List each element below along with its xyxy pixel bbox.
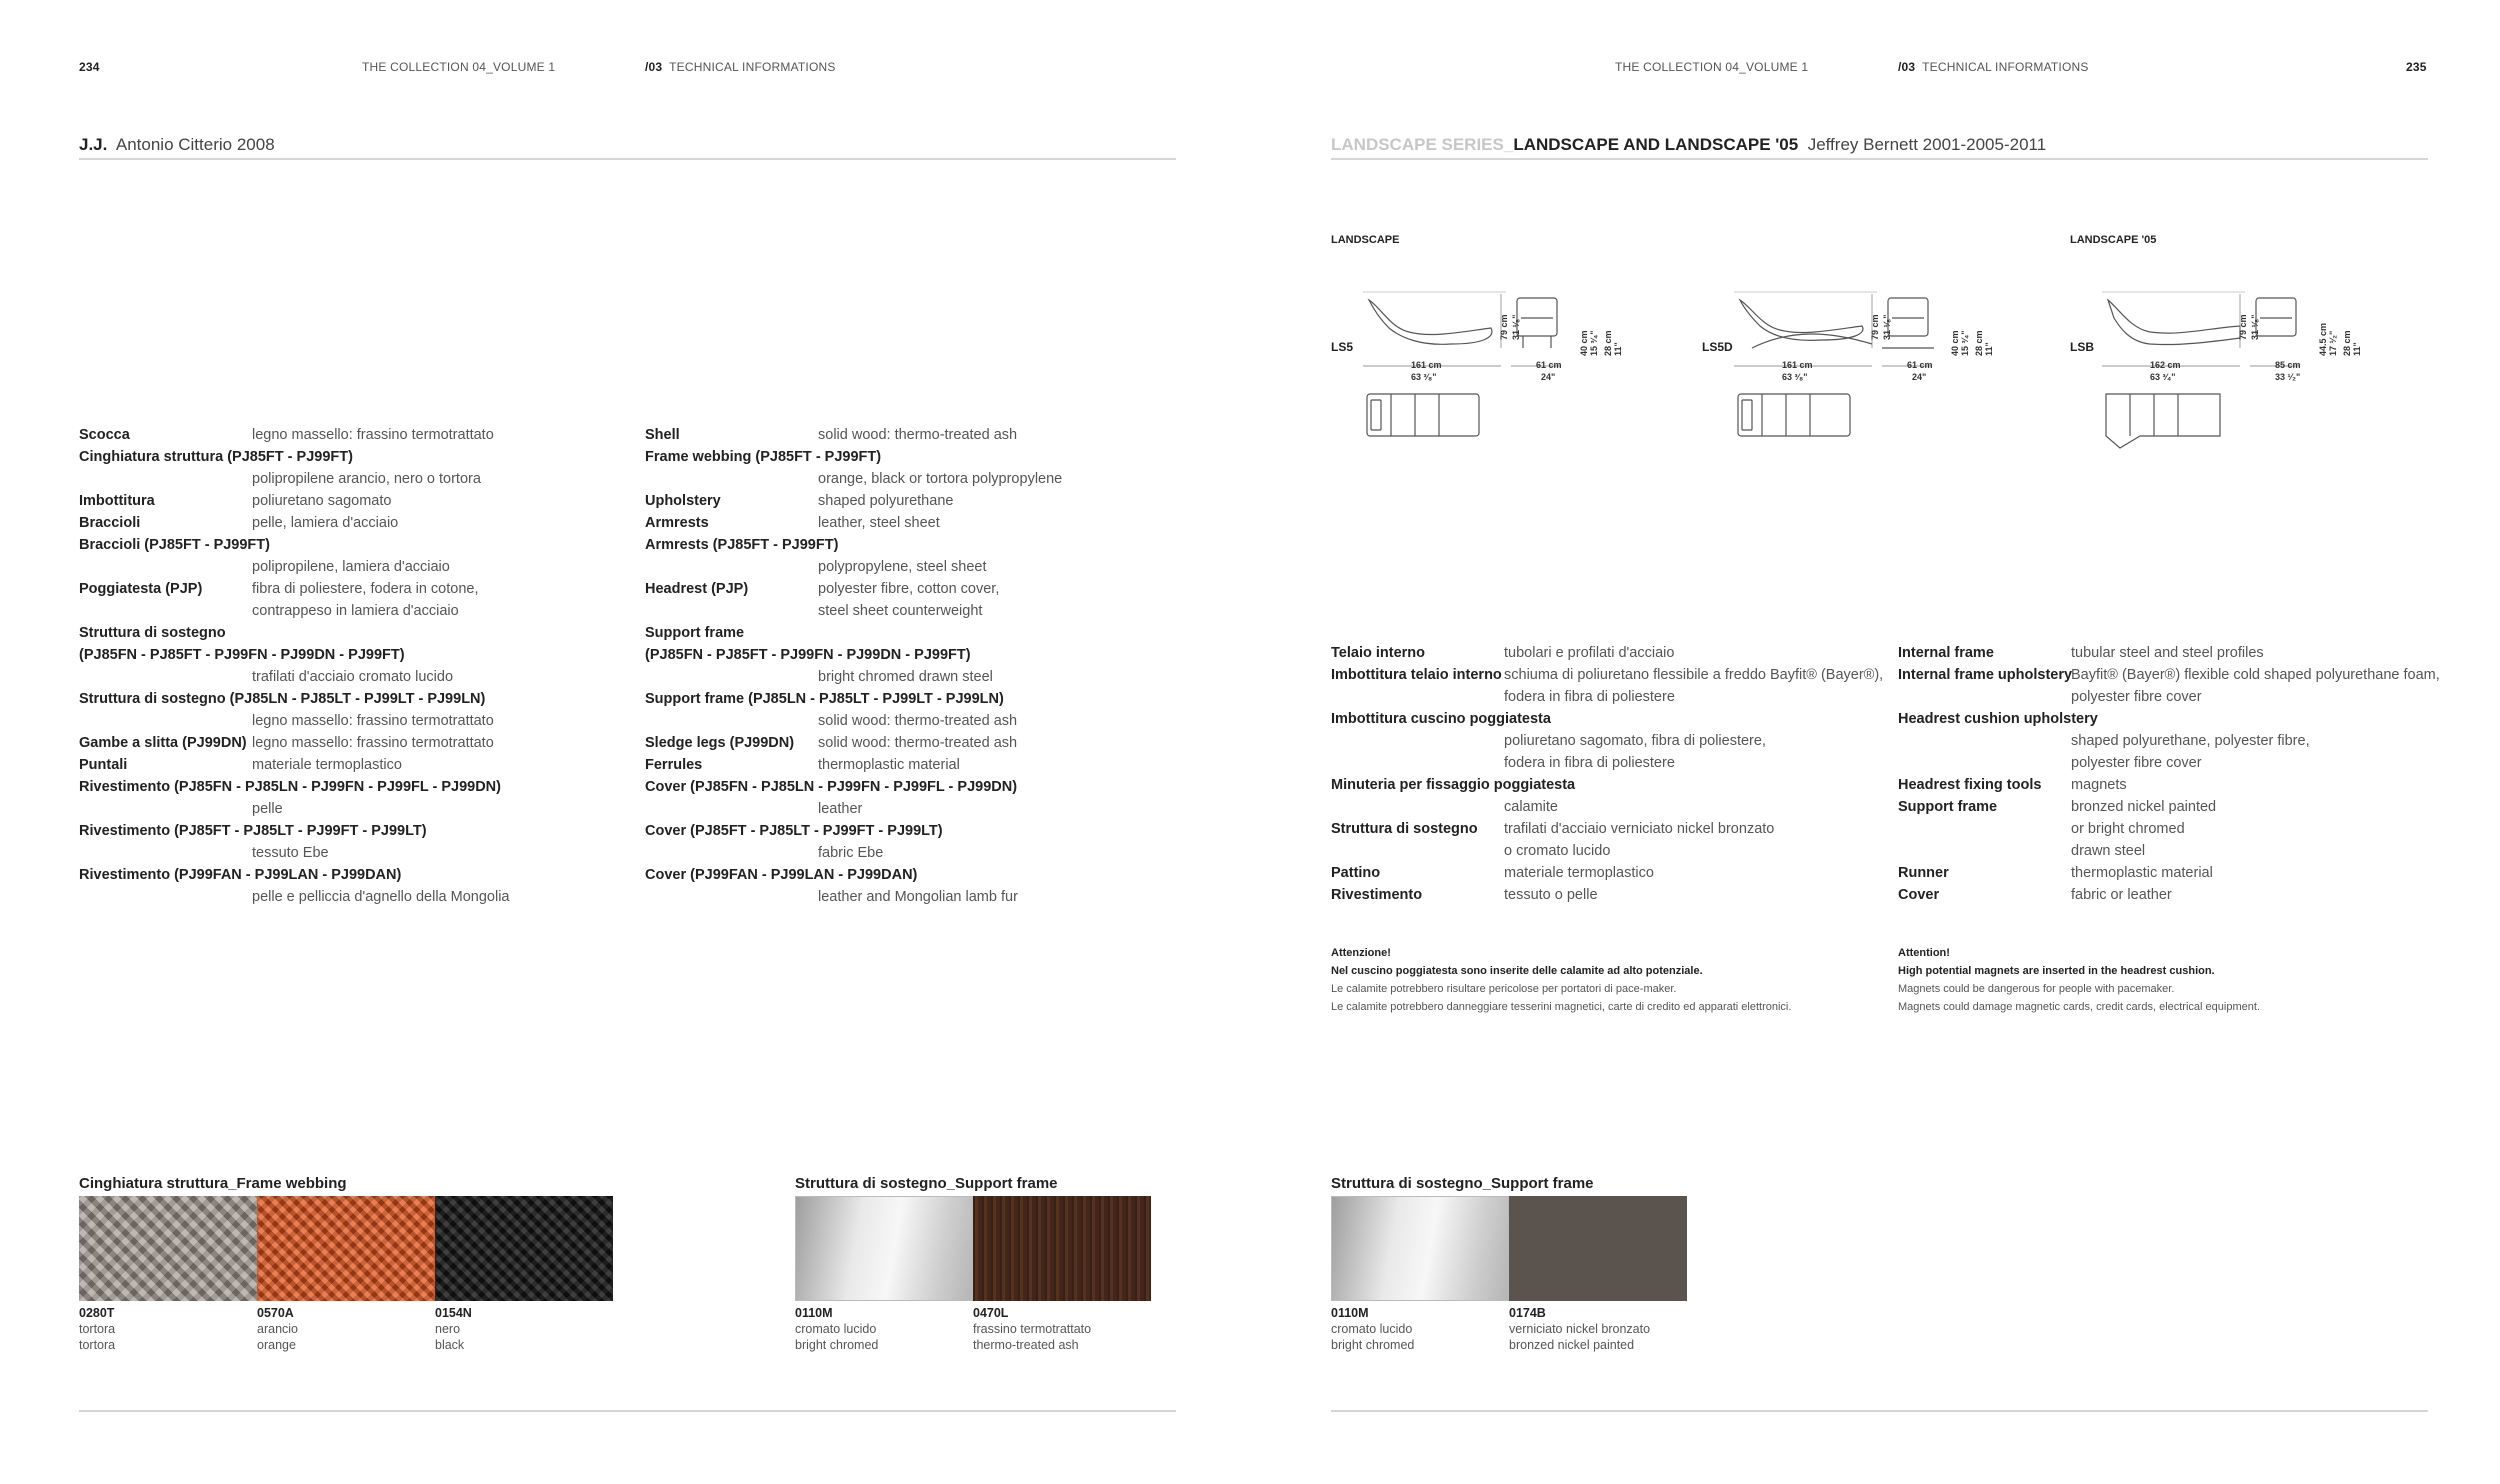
spec-label: Support frame: [645, 625, 745, 641]
spec-value: thermoplastic material: [818, 757, 960, 773]
spec-label: Imbottitura: [79, 493, 155, 509]
dim-width: 85 cm: [2275, 360, 2301, 370]
spec-value: leather: [818, 801, 863, 817]
spec-value: steel sheet counterweight: [818, 603, 983, 619]
spec-row: [645, 820, 1205, 842]
dim-height: 79 cm: [1499, 314, 1509, 340]
spec-label: Cover (PJ99FAN - PJ99LAN - PJ99DAN): [645, 867, 918, 883]
spec-row: [1898, 840, 2438, 862]
model-group-landscape: LANDSCAPE: [1331, 234, 1400, 246]
spec-label: (PJ85FN - PJ85FT - PJ99FN - PJ99DN - PJ99FT): [79, 647, 405, 663]
spec-row: [79, 842, 639, 864]
spec-value: o cromato lucido: [1504, 843, 1611, 859]
spec-row: [645, 864, 1205, 886]
spec-row: [645, 644, 1205, 666]
right-page-number: 235: [2406, 60, 2427, 74]
spec-row: [645, 688, 1205, 710]
spec-row: [79, 886, 639, 908]
spec-row: [645, 886, 1205, 908]
spec-value: materiale termoplastico: [1504, 865, 1654, 881]
spec-value: polipropilene arancio, nero o tortora: [252, 471, 481, 487]
spec-value: legno massello: frassino termotrattato: [252, 427, 494, 443]
spec-value: solid wood: thermo-treated ash: [818, 427, 1018, 443]
left-page-number: 234: [79, 60, 100, 74]
spec-row: [79, 600, 639, 622]
spec-label: Sledge legs (PJ99DN): [645, 735, 795, 751]
dim-length-in: 63 ³⁄₈": [1411, 372, 1437, 382]
spec-row: [79, 512, 639, 534]
spec-label: Frame webbing (PJ85FT - PJ99FT): [645, 449, 882, 465]
spec-row: [1898, 796, 2438, 818]
swatch-caption: 0280T tortora tortora: [79, 1306, 116, 1352]
left-specs-english: [645, 424, 1205, 908]
spec-value: trafilati d'acciaio verniciato nickel bronzato: [1504, 821, 1775, 837]
dim-length-in: 63 ³⁄₄": [2150, 372, 2176, 382]
spec-value: polyester fibre cover: [2071, 689, 2202, 705]
spec-row: [79, 820, 639, 842]
spec-row: [645, 424, 1205, 446]
spec-row: [1898, 752, 2438, 774]
spec-value: polyester fibre, cotton cover,: [818, 581, 1000, 597]
spec-label: Braccioli: [79, 515, 141, 531]
spec-label: Cinghiatura struttura (PJ85FT - PJ99FT): [79, 449, 353, 465]
spec-label: Pattino: [1331, 865, 1381, 881]
model-code: LS5D: [1702, 340, 1733, 354]
spec-row: [79, 644, 639, 666]
spec-value: bronzed nickel painted: [2071, 799, 2217, 815]
dim-seat-height: 40 cm: [1950, 330, 1960, 356]
left-footer-divider: [79, 1410, 1176, 1412]
dim-arm-height: 28 cm: [1603, 330, 1613, 356]
dim-length: 161 cm: [1782, 360, 1813, 370]
spec-value: trafilati d'acciaio cromato lucido: [252, 669, 454, 685]
spec-value: pelle, lamiera d'acciaio: [252, 515, 399, 531]
spec-label: Gambe a slitta (PJ99DN): [79, 735, 247, 751]
spec-value: tessuto Ebe: [252, 845, 329, 861]
spec-label: Cover (PJ85FT - PJ85LT - PJ99FT - PJ99LT): [645, 823, 943, 839]
spec-row: [645, 666, 1205, 688]
frame-webbing-swatch-title: Cinghiatura struttura_Frame webbing: [79, 1175, 347, 1192]
spec-label: Upholstery: [645, 493, 721, 509]
spec-row: [1331, 686, 1891, 708]
spec-row: [1898, 774, 2438, 796]
spec-row: [645, 732, 1205, 754]
spec-row: [645, 798, 1205, 820]
spec-row: [1898, 730, 2438, 752]
spec-label: Struttura di sostegno: [79, 625, 226, 641]
spec-value: shaped polyurethane, polyester fibre,: [2071, 733, 2310, 749]
spec-label: Support frame (PJ85LN - PJ85LT - PJ99LT - PJ99LN): [645, 691, 1004, 707]
spec-value: poliuretano sagomato: [252, 493, 392, 509]
spec-row: [645, 622, 1205, 644]
spec-label: Imbottitura telaio interno: [1331, 667, 1502, 683]
spec-value: leather and Mongolian lamb fur: [818, 889, 1018, 905]
dim-length-in: 63 ³⁄₈": [1782, 372, 1808, 382]
spec-label: Rivestimento (PJ99FAN - PJ99LAN - PJ99DAN): [79, 867, 402, 883]
model-code: LSB: [2070, 340, 2094, 354]
spec-row: [1331, 774, 1891, 796]
spec-row: [79, 424, 639, 446]
spec-row: [645, 600, 1205, 622]
right-section-label: /03 TECHNICAL INFORMATIONS: [1898, 60, 2089, 74]
spec-row: [1898, 708, 2438, 730]
spec-value: shaped polyurethane: [818, 493, 954, 509]
left-title-divider: [79, 158, 1176, 160]
left-product-title: J.J. Antonio Citterio 2008: [79, 135, 275, 154]
spec-label: (PJ85FN - PJ85FT - PJ99FN - PJ99DN - PJ99FT): [645, 647, 971, 663]
spec-row: [1331, 708, 1891, 730]
spec-row: [1331, 730, 1891, 752]
spec-value: polypropylene, steel sheet: [818, 559, 987, 575]
model-group-landscape-05: LANDSCAPE '05: [2070, 234, 2157, 246]
warning-note-english: Attention! High potential magnets are inserted in the headrest cushion. Magnets could be dangerous for people with pacemaker. Magnets could damage magnetic cards, credit cards, electrical equipment.: [1898, 947, 2260, 1013]
spec-value: fodera in fibra di poliestere: [1504, 689, 1675, 705]
spec-row: [1331, 752, 1891, 774]
dim-seat-height-in: 15 ³⁄₄": [1960, 330, 1970, 356]
warning-note-italian: Attenzione! Nel cuscino poggiatesta sono inserite delle calamite ad alto potenziale. Le calamite potrebbero risultare pericolose per portatori di pace-maker. Le calamite potrebbero danneggiare tesserini magnetici, carte di credito ed apparati elettronici.: [1331, 947, 1792, 1013]
spec-value: polipropilene, lamiera d'acciaio: [252, 559, 450, 575]
spec-value: solid wood: thermo-treated ash: [818, 735, 1018, 751]
spec-value: materiale termoplastico: [252, 757, 402, 773]
spec-row: [1331, 862, 1891, 884]
spec-label: Armrests: [645, 515, 709, 531]
spec-value: contrappeso in lamiera d'acciaio: [252, 603, 459, 619]
spec-value: legno massello: frassino termotrattato: [252, 713, 494, 729]
dim-arm-height-in: 11": [2352, 342, 2362, 356]
spec-row: [1898, 686, 2438, 708]
dim-seat-height: 44.5 cm: [2318, 322, 2328, 356]
spec-value: fodera in fibra di poliestere: [1504, 755, 1675, 771]
spec-value: calamite: [1504, 799, 1558, 815]
spec-row: [1331, 796, 1891, 818]
swatch-0570a-orange[interactable]: [257, 1196, 435, 1301]
spec-row: [79, 578, 639, 600]
spec-value: polyester fibre cover: [2071, 755, 2202, 771]
spec-row: [645, 578, 1205, 600]
model-drawing-ls5: [1331, 288, 1691, 448]
model-code: LS5: [1331, 340, 1354, 354]
spec-label: Armrests (PJ85FT - PJ99FT): [645, 537, 839, 553]
spec-row: [1331, 884, 1891, 906]
spec-value: legno massello: frassino termotrattato: [252, 735, 494, 751]
spec-value: fibra di poliestere, fodera in cotone,: [252, 581, 479, 597]
dim-width: 61 cm: [1907, 360, 1933, 370]
spec-row: [645, 468, 1205, 490]
spec-label: Rivestimento (PJ85FT - PJ85LT - PJ99FT - PJ99LT): [79, 823, 427, 839]
spec-label: Shell: [645, 427, 680, 443]
spec-row: [645, 534, 1205, 556]
spec-value: tubolari e profilati d'acciaio: [1504, 645, 1675, 661]
spec-row: [645, 512, 1205, 534]
spec-label: Headrest (PJP): [645, 581, 749, 597]
dim-arm-height-in: 11": [1613, 342, 1623, 356]
spec-label: Support frame: [1898, 799, 1998, 815]
spec-label: Struttura di sostegno (PJ85LN - PJ85LT - PJ99LT - PJ99LN): [79, 691, 486, 707]
spec-row: [1331, 664, 1891, 686]
left-collection-label: THE COLLECTION 04_VOLUME 1: [362, 60, 556, 74]
spec-row: [79, 468, 639, 490]
spec-value: fabric Ebe: [818, 845, 884, 861]
spec-value: pelle e pelliccia d'agnello della Mongolia: [252, 889, 510, 905]
spec-value: tubular steel and steel profiles: [2071, 645, 2264, 661]
spec-label: Rivestimento (PJ85FN - PJ85LN - PJ99FN - PJ99FL - PJ99DN): [79, 779, 501, 795]
spec-row: [79, 710, 639, 732]
dim-height: 79 cm: [2238, 314, 2248, 340]
spec-label: Puntali: [79, 757, 128, 773]
spec-label: Struttura di sostegno: [1331, 821, 1478, 837]
model-drawing-lsb: [2070, 288, 2430, 458]
spec-label: Ferrules: [645, 757, 703, 773]
spec-label: Cover (PJ85FN - PJ85LN - PJ99FN - PJ99FL - PJ99DN): [645, 779, 1018, 795]
right-title-divider: [1331, 158, 2428, 160]
spec-row: [1898, 642, 2438, 664]
swatch-0110m-chrome[interactable]: [1331, 1196, 1509, 1301]
right-collection-label: THE COLLECTION 04_VOLUME 1: [1615, 60, 1809, 74]
swatch-0280t-tortora[interactable]: [79, 1196, 257, 1301]
spec-value: poliuretano sagomato, fibra di poliestere,: [1504, 733, 1766, 749]
dim-height-in: 31 ¹⁄₈": [2250, 314, 2260, 340]
left-support-frame-swatch-title: Struttura di sostegno_Support frame: [795, 1175, 1058, 1192]
dim-width-in: 24": [1541, 372, 1556, 382]
spec-value: pelle: [252, 801, 283, 817]
spec-row: [1898, 862, 2438, 884]
spec-value: magnets: [2071, 777, 2127, 793]
dim-length: 162 cm: [2150, 360, 2181, 370]
spec-label: Cover: [1898, 887, 1940, 903]
spec-row: [1898, 818, 2438, 840]
spec-row: [79, 622, 639, 644]
swatch-0110m-chrome[interactable]: [795, 1196, 973, 1301]
spec-label: Headrest fixing tools: [1898, 777, 2042, 793]
dim-seat-height-in: 15 ³⁄₄": [1589, 330, 1599, 356]
dim-length: 161 cm: [1411, 360, 1442, 370]
spec-label: Rivestimento: [1331, 887, 1423, 903]
spec-label: Telaio interno: [1331, 645, 1425, 661]
spec-label: Poggiatesta (PJP): [79, 581, 203, 597]
spec-value: leather, steel sheet: [818, 515, 940, 531]
spec-row: [1331, 642, 1891, 664]
right-support-frame-swatch-title: Struttura di sostegno_Support frame: [1331, 1175, 1594, 1192]
left-section-label: /03 TECHNICAL INFORMATIONS: [645, 60, 836, 74]
dim-height: 79 cm: [1870, 314, 1880, 340]
spec-row: [79, 666, 639, 688]
spec-row: [1331, 818, 1891, 840]
spec-label: Minuteria per fissaggio poggiatesta: [1331, 777, 1576, 793]
spec-value: orange, black or tortora polypropylene: [818, 471, 1063, 487]
spec-value: drawn steel: [2071, 843, 2146, 859]
spec-value: tessuto o pelle: [1504, 887, 1598, 903]
spec-row: [645, 842, 1205, 864]
spec-value: schiuma di poliuretano flessibile a freddo Bayfit® (Bayer®),: [1504, 667, 1884, 683]
dim-width-in: 33 ¹⁄₂": [2275, 372, 2301, 382]
spec-row: [645, 490, 1205, 512]
spec-row: [645, 776, 1205, 798]
dim-arm-height: 28 cm: [1974, 330, 1984, 356]
dim-height-in: 31 ¹⁄₈": [1882, 314, 1892, 340]
dim-height-in: 31 ¹⁄₈": [1511, 314, 1521, 340]
swatch-0470l-ash[interactable]: [973, 1196, 1151, 1301]
spec-row: [645, 556, 1205, 578]
spec-label: Scocca: [79, 427, 130, 443]
spec-row: [1898, 664, 2438, 686]
spec-label: Headrest cushion upholstery: [1898, 711, 2098, 727]
model-drawing-ls5d: [1702, 288, 2062, 448]
dim-arm-height-in: 11": [1984, 342, 1994, 356]
swatch-caption: 0154N nero black: [435, 1306, 472, 1352]
spec-row: [645, 446, 1205, 468]
dim-width: 61 cm: [1536, 360, 1562, 370]
spec-row: [645, 754, 1205, 776]
spec-row: [1331, 840, 1891, 862]
right-specs-english: [1898, 642, 2438, 906]
right-product-title: LANDSCAPE SERIES_LANDSCAPE AND LANDSCAPE '05 Jeffrey Bernett 2001-2005-2011: [1331, 135, 2047, 154]
spec-row: [79, 798, 639, 820]
dim-width-in: 24": [1912, 372, 1927, 382]
right-footer-divider: [1331, 1410, 2428, 1412]
right-specs-italian: [1331, 642, 1891, 906]
spec-row: [79, 732, 639, 754]
swatch-0174b-bronzed-nickel[interactable]: [1509, 1196, 1687, 1301]
spec-row: [79, 776, 639, 798]
spec-row: [79, 864, 639, 886]
spec-label: Braccioli (PJ85FT - PJ99FT): [79, 537, 270, 553]
spec-row: [79, 534, 639, 556]
spec-value: thermoplastic material: [2071, 865, 2213, 881]
spec-row: [79, 556, 639, 578]
swatch-caption: 0110M cromato lucido bright chromed: [1331, 1306, 1415, 1352]
swatch-caption: 0110M cromato lucido bright chromed: [795, 1306, 879, 1352]
spec-label: Internal frame: [1898, 645, 1994, 661]
swatch-0154n-black[interactable]: [435, 1196, 613, 1301]
spec-value: bright chromed drawn steel: [818, 669, 993, 685]
spec-row: [79, 754, 639, 776]
dim-arm-height: 28 cm: [2342, 330, 2352, 356]
spec-row: [79, 490, 639, 512]
spec-label: Internal frame upholstery: [1898, 667, 2073, 683]
spec-row: [79, 688, 639, 710]
left-specs-italian: [79, 424, 639, 908]
spec-row: [79, 446, 639, 468]
spec-label: Runner: [1898, 865, 1949, 881]
swatch-caption: 0174B verniciato nickel bronzato bronzed nickel painted: [1509, 1306, 1651, 1352]
swatch-caption: 0470L frassino termotrattato thermo-treated ash: [973, 1306, 1092, 1352]
spec-value: or bright chromed: [2071, 821, 2185, 837]
dim-seat-height-in: 17 ¹⁄₂": [2328, 330, 2338, 356]
spec-row: [645, 710, 1205, 732]
swatch-caption: 0570A arancio orange: [257, 1306, 298, 1352]
spec-label: Imbottitura cuscino poggiatesta: [1331, 711, 1551, 727]
spec-value: fabric or leather: [2071, 887, 2172, 903]
dim-seat-height: 40 cm: [1579, 330, 1589, 356]
spec-value: Bayfit® (Bayer®) flexible cold shaped polyurethane foam,: [2071, 667, 2440, 683]
spec-value: solid wood: thermo-treated ash: [818, 713, 1018, 729]
spec-row: [1898, 884, 2438, 906]
